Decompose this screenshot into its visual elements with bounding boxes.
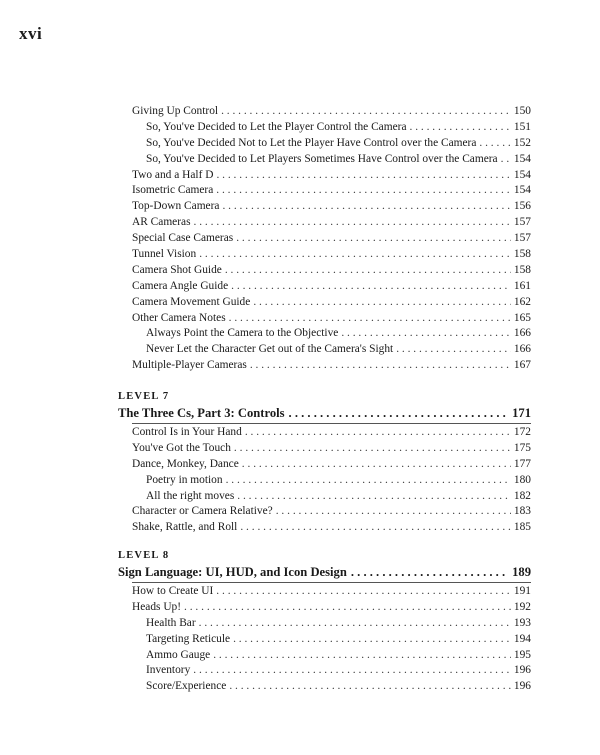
- toc-entry-title: Special Case Cameras: [132, 232, 234, 245]
- chapter-title: Sign Language: UI, HUD, and Icon Design: [118, 565, 347, 579]
- toc-entry[interactable]: [118, 504, 531, 520]
- leader-dots: [221, 104, 511, 120]
- leader-dots: [199, 247, 511, 263]
- toc-entry[interactable]: [118, 520, 531, 536]
- toc-entry[interactable]: [118, 247, 531, 263]
- toc-entry-page: 193: [513, 616, 531, 629]
- toc-entry[interactable]: [118, 648, 531, 664]
- toc-entry-page: 196: [513, 664, 531, 677]
- leader-dots: [222, 199, 510, 215]
- toc-entry-page: 167: [513, 359, 531, 372]
- toc-entry[interactable]: [118, 358, 531, 374]
- toc-entry-page: 150: [513, 105, 531, 117]
- toc-entry-page: 180: [513, 473, 531, 486]
- toc-entry-page: 175: [513, 441, 531, 454]
- toc-entry-title: Isometric Camera: [132, 184, 214, 197]
- toc-entry[interactable]: [118, 215, 531, 231]
- toc-entry[interactable]: [118, 279, 531, 295]
- toc-entry-page: 151: [513, 120, 531, 133]
- leader-dots: [226, 473, 511, 489]
- toc-entry[interactable]: [118, 489, 531, 505]
- toc-entry[interactable]: [118, 152, 531, 168]
- leader-dots: [229, 311, 511, 327]
- toc-entry-page: 166: [513, 327, 531, 340]
- toc-entry-page: 165: [513, 311, 531, 324]
- toc-entry-page: 182: [513, 489, 531, 502]
- leader-dots: [199, 616, 511, 632]
- toc-entry[interactable]: [118, 326, 531, 342]
- toc-entry-page: 195: [513, 648, 531, 661]
- toc-entry-title: Camera Movement Guide: [132, 295, 251, 308]
- leader-dots: [216, 584, 511, 600]
- toc-entry-page: 183: [513, 505, 531, 518]
- toc-entry-page: 157: [513, 216, 531, 229]
- toc-entry-title: So, You've Decided Not to Let the Player Have Control over the Camera: [146, 136, 477, 149]
- toc-entry[interactable]: [118, 263, 531, 279]
- toc-entry-title: Other Camera Notes: [132, 311, 226, 324]
- toc-entry-title: Camera Angle Guide: [132, 279, 229, 292]
- toc-entry-page: 192: [513, 600, 531, 613]
- toc-entry-title: Two and a Half D: [132, 168, 214, 181]
- leader-dots: [216, 168, 510, 184]
- toc-entry[interactable]: [118, 311, 531, 327]
- toc-entry[interactable]: [118, 584, 531, 600]
- toc-entry[interactable]: [118, 441, 531, 457]
- toc-level-7: [118, 390, 531, 536]
- leader-dots: [233, 632, 511, 648]
- toc-entry[interactable]: [118, 199, 531, 215]
- toc-entry-title: So, You've Decided to Let Players Sometimes Have Control over the Camera: [146, 152, 498, 165]
- toc-entry[interactable]: [118, 473, 531, 489]
- chapter-page: 189: [512, 565, 531, 579]
- leader-dots: [194, 215, 511, 231]
- toc-entry-title: How to Create UI: [132, 585, 214, 597]
- toc-entry-title: You've Got the Touch: [132, 441, 231, 454]
- toc-entry[interactable]: [118, 104, 531, 120]
- toc-entry-page: 172: [513, 426, 531, 438]
- level-label: LEVEL 7: [118, 391, 170, 402]
- leader-dots: [216, 183, 511, 199]
- leader-dots: [193, 663, 511, 679]
- toc-entry-page: 154: [513, 184, 531, 197]
- leader-dots: [231, 279, 511, 295]
- toc-entry-page: 156: [513, 200, 531, 213]
- toc-entry-title: Score/Experience: [146, 680, 227, 693]
- toc-entry-title: So, You've Decided to Let the Player Control the Camera: [146, 120, 407, 133]
- toc-entry-title: Top-Down Camera: [132, 200, 220, 213]
- toc-entry[interactable]: [118, 231, 531, 247]
- toc-entry-title: All the right moves: [146, 489, 235, 502]
- toc-entry-title: Poetry in motion: [146, 473, 223, 486]
- toc-entry[interactable]: [118, 616, 531, 632]
- chapter-divider: [132, 582, 531, 583]
- toc-entry[interactable]: [118, 600, 531, 616]
- toc-entry[interactable]: [118, 632, 531, 648]
- chapter-title: The Three Cs, Part 3: Controls: [118, 406, 285, 420]
- toc-entry[interactable]: [118, 663, 531, 679]
- leader-dots: [242, 457, 511, 473]
- leader-dots: [225, 263, 511, 279]
- level-7-entries: [118, 425, 531, 536]
- leader-dots: [234, 441, 511, 457]
- leader-dots: [213, 648, 511, 664]
- toc-entry-page: 157: [513, 232, 531, 245]
- toc-entry[interactable]: [118, 168, 531, 184]
- toc-entry-page: 194: [513, 632, 531, 645]
- toc-entry-title: Heads Up!: [132, 600, 182, 613]
- leader-dots: [184, 600, 511, 616]
- toc-entry-title: Control Is in Your Hand: [132, 426, 242, 438]
- toc-entry-page: 166: [513, 343, 531, 356]
- chapter-divider: [132, 423, 531, 424]
- leader-dots: [479, 136, 511, 152]
- leader-dots: [396, 342, 511, 358]
- toc-entry[interactable]: [118, 425, 531, 441]
- level-label: LEVEL 8: [118, 550, 170, 561]
- toc-entry-title: Camera Shot Guide: [132, 263, 222, 276]
- leader-dots: [229, 679, 511, 695]
- toc-entry-page: 162: [513, 295, 531, 308]
- toc-entry-page: 185: [513, 521, 531, 534]
- page-number: xvi: [19, 24, 43, 43]
- leader-dots: [250, 358, 511, 374]
- toc-level-8: [118, 549, 531, 695]
- leader-dots: [237, 489, 511, 505]
- toc-entry-title: Never Let the Character Get out of the Camera's Sight: [146, 343, 394, 356]
- leader-dots: [501, 152, 511, 168]
- toc-section-camera: [118, 104, 531, 374]
- toc-entry-page: 152: [513, 136, 531, 149]
- toc-entry-title: Health Bar: [146, 616, 196, 629]
- toc-entry-title: Tunnel Vision: [132, 248, 197, 261]
- leader-dots: [289, 404, 509, 422]
- leader-dots: [410, 120, 511, 136]
- leader-dots: [240, 520, 511, 536]
- chapter-title-row[interactable]: [118, 563, 531, 581]
- toc-entry-page: 154: [513, 152, 531, 165]
- toc-entry[interactable]: [118, 183, 531, 199]
- toc-entry-title: Targeting Reticule: [146, 632, 231, 645]
- toc-entry-title: Ammo Gauge: [146, 648, 211, 661]
- leader-dots: [276, 504, 511, 520]
- toc-entry-title: Giving Up Control: [132, 105, 219, 117]
- chapter-page: 171: [512, 406, 531, 420]
- toc-entry-page: 158: [513, 263, 531, 276]
- toc-entry[interactable]: [118, 342, 531, 358]
- leader-dots: [236, 231, 511, 247]
- toc-entry-page: 154: [513, 168, 531, 181]
- toc-entry-title: Always Point the Camera to the Objective: [146, 327, 339, 340]
- toc-entry-title: Shake, Rattle, and Roll: [132, 521, 238, 534]
- leader-dots: [351, 563, 508, 581]
- toc-entry-title: Character or Camera Relative?: [132, 505, 273, 518]
- toc-entry[interactable]: [118, 679, 531, 695]
- toc-entry-page: 191: [513, 585, 531, 597]
- toc-entry[interactable]: [118, 295, 531, 311]
- toc-entry-page: 177: [513, 457, 531, 470]
- toc-entry-page: 161: [513, 279, 531, 292]
- toc-entry-title: Multiple-Player Cameras: [132, 359, 247, 372]
- toc-entry[interactable]: [118, 457, 531, 473]
- toc-entry-page: 158: [513, 248, 531, 261]
- toc-entry-page: 196: [513, 680, 531, 693]
- toc-entry-title: AR Cameras: [132, 216, 191, 229]
- toc-entry-title: Inventory: [146, 664, 191, 677]
- leader-dots: [341, 326, 511, 342]
- toc-entry[interactable]: [118, 136, 531, 152]
- chapter-title-row[interactable]: [118, 404, 531, 422]
- toc-entry-title: Dance, Monkey, Dance: [132, 457, 239, 470]
- level-8-entries: [118, 584, 531, 695]
- leader-dots: [245, 425, 511, 441]
- toc-entry[interactable]: [118, 120, 531, 136]
- leader-dots: [253, 295, 511, 311]
